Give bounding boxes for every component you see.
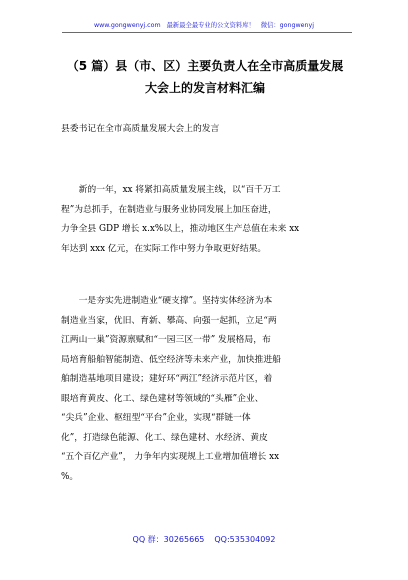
paragraph-line: 新的一年，xx 将紧扣高质量发展主线，以“百千万工 — [78, 185, 281, 195]
paragraph-line: 眼培育黄皮、化工、绿色建材等领域的“头雁”企业、 — [61, 393, 264, 404]
footer-qq: QQ:535304092 — [214, 535, 276, 544]
paragraph-line: %。 — [61, 471, 79, 482]
paragraph-line: 江两山一巢”资源禀赋和“一园三区一带” 发展格局，布 — [61, 335, 271, 345]
page-header — [0, 20, 408, 29]
paragraph-intro — [61, 181, 353, 259]
header-divider — [62, 32, 352, 33]
paragraph-line: 力争全县 GDP 增长 x.x%以上，推动地区生产总值在未来 xx — [61, 224, 300, 234]
header-website-link[interactable]: www.gongwenyj.com — [93, 22, 161, 29]
paragraph-line: 制造业当家，优旧、育新、攀高、向强一起抓，立足“两 — [61, 315, 277, 326]
document-title-line-1: （5 篇）县（市、区）主要负责人在全市高质量发展 — [66, 59, 344, 73]
header-wechat: 微信：gongwenyj — [260, 22, 315, 29]
document-title-line-2: 大会上的发言材料汇编 — [144, 81, 265, 95]
page-footer — [0, 534, 408, 545]
paragraph-line: 程”为总抓手，在制造业与服务业协同发展上加压奋进， — [61, 204, 277, 215]
paragraph-line: “尖兵”企业、枢纽型“平台”企业，实现“群链一体 — [61, 413, 251, 423]
paragraph-line: “五个百亿产业”， 力争年内实现规上工业增加值增长 xx — [61, 452, 280, 462]
footer-qq-group: QQ 群：30265665 — [132, 535, 205, 544]
paragraph-line: 一是夯实先进制造业“硬支撑”。坚持实体经济为本 — [78, 296, 273, 306]
paragraph-line: 化”，打造绿色能源、化工、绿色建材、水经济、黄皮 — [61, 432, 268, 443]
paragraph-line: 局培育船舶智能制造、低空经济等未来产业，加快推进船 — [61, 354, 281, 365]
paragraph-manufacturing — [61, 292, 353, 487]
section-subtitle: 县委书记在全市高质量发展大会上的发言 — [61, 124, 220, 134]
paragraph-line: 舶制造基地项目建设；建好环“两江”经济示范片区，着 — [61, 374, 273, 384]
paragraph-line: 年达到 xxx 亿元，在实际工作中努力争取更好结果。 — [61, 243, 267, 254]
header-slogan: 最新最全最专业的公文资料库！ — [166, 22, 255, 29]
